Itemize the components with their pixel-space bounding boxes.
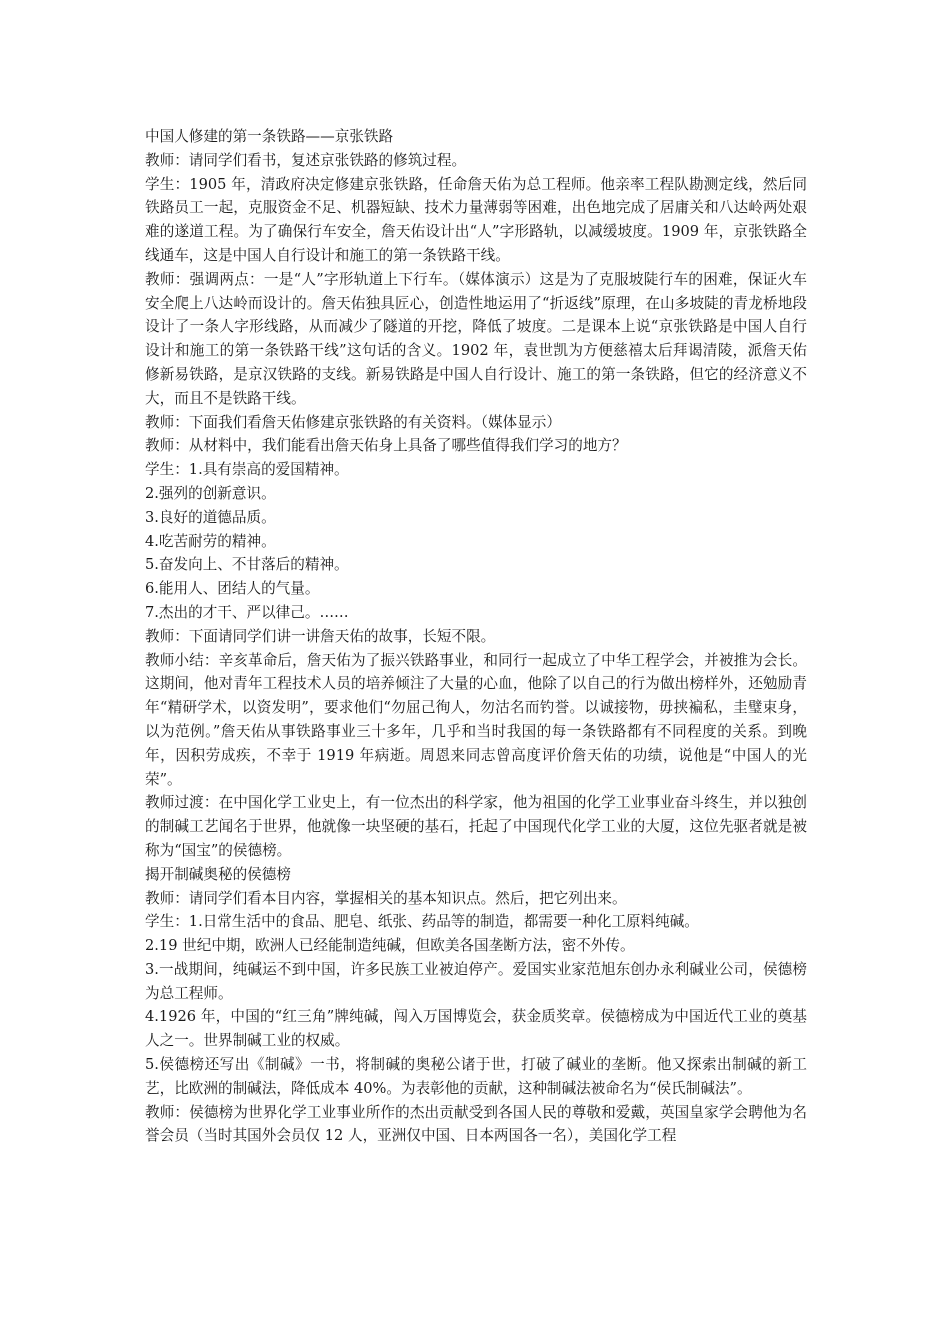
list-item: 3.一战期间，纯碱运不到中国，许多民族工业被迫停产。爱国实业家范旭东创办永利碱业公司，侯德榜为总工程师。 [145, 960, 807, 1002]
paragraph: 教师：强调两点：一是“人”字形轨道上下行车。（媒体演示）这是为了克服坡陡行车的困难，保证火车安全爬上八达岭而设计的。詹天佑独具匠心，创造性地运用了“折返线”原理，在山多坡陡的青龙桥地段设计了一条人字形线路，从而减少了隧道的开挖，降低了坡度。二是课本上说“京张铁路是中国人自行设计和施工的第一条铁路干线”这句话的含义。1902 年，袁世凯为方便慈禧太后拜谒清陵，派詹天佑修新易铁路，是京汉铁路的支线。新易铁路是中国人自行设计、施工的第一条铁路，但它的经济意义不大，而且不是铁路干线。 [145, 270, 807, 407]
list-item: 3.良好的道德品质。 [145, 508, 276, 526]
document-body [145, 125, 807, 1148]
list-item: 4.吃苦耐劳的精神。 [145, 532, 276, 550]
paragraph: 教师：请同学们看书，复述京张铁路的修筑过程。 [145, 151, 467, 169]
list-item: 7.杰出的才干、严以律己。…… [145, 603, 349, 621]
list-item: 学生：1.具有崇高的爱国精神。 [145, 461, 349, 479]
section-heading: 揭开制碱奥秘的侯德榜 [145, 865, 291, 883]
paragraph: 教师：请同学们看本目内容，掌握相关的基本知识点。然后，把它列出来。 [145, 889, 627, 907]
paragraph: 教师：下面我们看詹天佑修建京张铁路的有关资料。（媒体显示） [145, 413, 561, 431]
list-item: 5.侯德榜还写出《制碱》一书，将制碱的奥秘公诸于世，打破了碱业的垄断。他又探索出制碱的新工艺，比欧洲的制碱法，降低成本 40%。为表彰他的贡献，这种制碱法被命名为“侯氏制碱法”。 [145, 1056, 807, 1097]
paragraph: 教师小结：辛亥革命后，詹天佑为了振兴铁路事业，和同行一起成立了中华工程学会，并被推为会长。这期间，他对青年工程技术人员的培养倾注了大量的心血，他除了以自己的行为做出榜样外，还勉励青年“精研学术，以资发明”，要求他们“勿屈己徇人，勿沽名而钓誉。以诚接物，毋挟褊私，圭璧束身，以为范例。”詹天佑从事铁路事业三十多年，几乎和当时我国的每一条铁路都有不同程度的关系。到晚年，因积劳成疾，不幸于 1919 年病逝。周恩来同志曾高度评价詹天佑的功绩，说他是“中国人的光荣”。 [145, 651, 807, 788]
paragraph: 教师：侯德榜为世界化学工业事业所作的杰出贡献受到各国人民的尊敬和爱戴，英国皇家学会聘他为名誉会员（当时其国外会员仅 12 人，亚洲仅中国、日本两国各一名），美国化学工程 [145, 1103, 807, 1145]
section-heading: 中国人修建的第一条铁路——京张铁路 [145, 128, 394, 145]
paragraph: 教师：下面请同学们讲一讲詹天佑的故事，长短不限。 [145, 627, 496, 645]
list-item: 学生：1.日常生活中的食品、肥皂、纸张、药品等的制造，都需要一种化工原料纯碱。 [145, 913, 699, 931]
paragraph: 学生：1905 年，清政府决定修建京张铁路，任命詹天佑为总工程师。他亲率工程队勘测定线，然后同铁路员工一起，克服资金不足、机器短缺、技术力量薄弱等困难，出色地完成了居庸关和八达岭两处艰难的遂道工程。为了确保行车安全，詹天佑设计出“人”字形路轨，以减缓坡度。1909 年，京张铁路全线通车，这是中国人自行设计和施工的第一条铁路干线。 [145, 175, 807, 264]
list-item: 2.19 世纪中期，欧洲人已经能制造纯碱，但欧美各国垄断方法，密不外传。 [145, 937, 635, 955]
list-item: 4.1926 年，中国的“红三角”牌纯碱，闯入万国博览会，获金质奖章。侯德榜成为中国近代工业的奠基人之一。世界制碱工业的权威。 [145, 1008, 807, 1050]
paragraph: 教师：从材料中，我们能看出詹天佑身上具备了哪些值得我们学习的地方？ [145, 437, 627, 455]
paragraph: 教师过渡：在中国化学工业史上，有一位杰出的科学家，他为祖国的化学工业事业奋斗终生，并以独创的制碱工艺闻名于世界，他就像一块坚硬的基石，托起了中国现代化学工业的大厦，这位先驱者就是被称为“国宝”的侯德榜。 [145, 794, 807, 859]
list-item: 6.能用人、团结人的气量。 [145, 580, 320, 598]
list-item: 2.强列的创新意识。 [145, 484, 276, 502]
list-item: 5.奋发向上、不甘落后的精神。 [145, 556, 349, 574]
